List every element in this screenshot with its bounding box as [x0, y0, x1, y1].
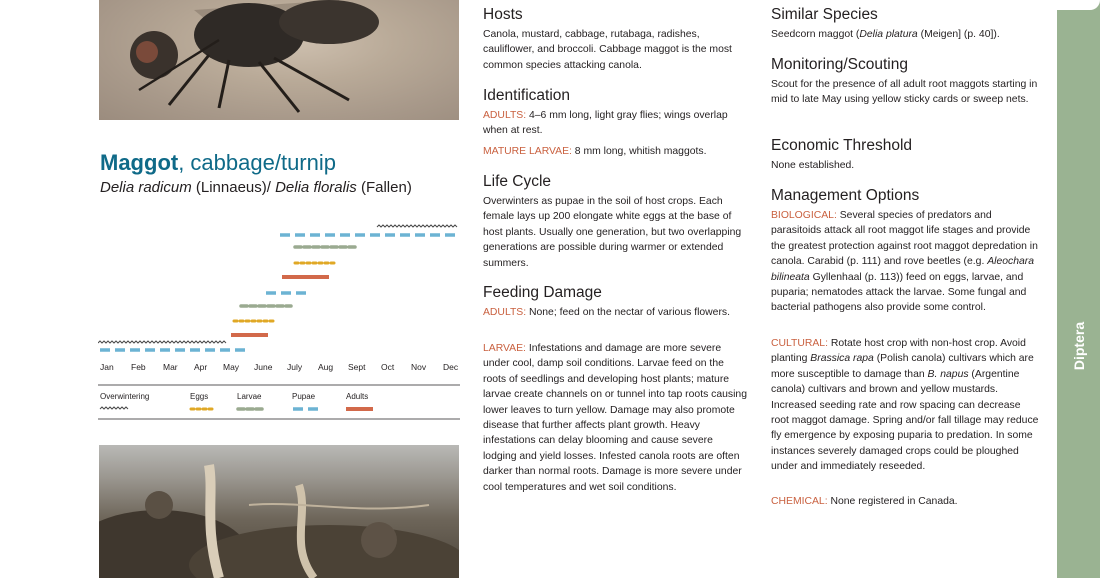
- overwintering-mark-late: [377, 225, 457, 227]
- heading-economic-threshold: Economic Threshold: [771, 137, 913, 154]
- month-label: Mar: [163, 362, 178, 372]
- similar-species-text: [771, 27, 1039, 42]
- cultural-text-italic-2: B. napus: [927, 368, 969, 380]
- legend-adults-label: Adults: [346, 392, 369, 401]
- cultural-text-b: (Polish canola) cultivars which are more susceptible to damage than: [771, 353, 1034, 380]
- chemical-label: CHEMICAL:: [771, 496, 828, 507]
- legend-larvae-label: Larvae: [237, 392, 262, 401]
- section-tab-label: Diptera: [1071, 321, 1087, 371]
- biological-text-b: Gyllenhaal (p. 113)) feed on eggs, larvae, and puparia; nematodes attack the larvae. Some fungal and bacterial pathogens also provide some control.: [771, 271, 1027, 314]
- month-label: Aug: [318, 362, 334, 372]
- feeding-adults: [483, 305, 746, 320]
- sci-name-1: Delia radicum: [100, 179, 192, 196]
- month-label: Sept: [348, 362, 366, 372]
- monitoring-text: Scout for the presence of all adult root maggots starting in mid to late May using yellow sticky cards or sweep nets.: [771, 79, 1038, 106]
- biological-label: BIOLOGICAL:: [771, 210, 837, 221]
- heading-life-cycle: Life Cycle: [483, 173, 552, 190]
- month-label: Dec: [443, 362, 459, 372]
- cultural-text-italic-1: Brassica rapa: [810, 353, 874, 365]
- adults-text: 4–6 mm long, light gray flies; wings overlap when at rest.: [483, 110, 728, 137]
- species-title: [100, 150, 336, 176]
- heading-hosts: Hosts: [483, 6, 523, 23]
- scientific-name: [100, 179, 412, 196]
- month-label: May: [223, 362, 240, 372]
- legend-overwintering-swatch: [100, 407, 128, 409]
- feeding-larvae-text: Infestations and damage are more severe under cool, damp soil conditions. Larvae feed on the roots of seedlings and developing host plants; mature larvae create channels on or tunnel into tap roots causing lower leaves to turn yellow. Damage may also promote disease that further affects plant growth. Heavy infestations can delay blooming and cause severe lodging and yield losses. Infested canola roots are often darker than normal roots. Damage is more severe under cool temperatures and wet soil conditions.: [483, 343, 747, 493]
- biological-text-italic: Aleochara bilineata: [771, 256, 1035, 283]
- feeding-larvae: [483, 341, 748, 495]
- similar-text-italic: Delia platura: [859, 29, 918, 40]
- management-chemical: [771, 494, 1039, 509]
- author-2: (Fallen): [356, 179, 412, 196]
- heading-monitoring: Monitoring/Scouting: [771, 56, 908, 73]
- feeding-adults-text: None; feed on the nectar of various flowers.: [526, 307, 730, 318]
- feeding-larvae-label: LARVAE:: [483, 343, 526, 354]
- threshold-text: None established.: [771, 160, 855, 171]
- month-label: Apr: [194, 362, 208, 372]
- similar-text-b: (Meigen] (p. 40]).: [917, 29, 1000, 40]
- month-label: Nov: [411, 362, 427, 372]
- sci-name-2: Delia floralis: [275, 179, 357, 196]
- month-label: Oct: [381, 362, 395, 372]
- legend-eggs-label: Eggs: [190, 392, 209, 401]
- larvae-root-photo: [99, 445, 459, 578]
- biological-text-a: Several species of predators and parasitoids attack all root maggot life stages and provide the greatest protection against root maggot depredation in canola. Carabid (p. 111) and rove beetles (e.g.: [771, 210, 1038, 268]
- month-label: Jan: [100, 362, 114, 372]
- identification-larvae: [483, 144, 746, 159]
- management-cultural: [771, 336, 1039, 475]
- adults-label: ADULTS:: [483, 110, 527, 121]
- legend-pupae-label: Pupae: [292, 392, 316, 401]
- heading-similar-species: Similar Species: [771, 6, 878, 23]
- author-1: (Linnaeus)/: [191, 179, 276, 196]
- heading-management: Management Options: [771, 187, 920, 204]
- month-label: July: [287, 362, 303, 372]
- overwintering-mark-early: [98, 341, 226, 343]
- management-biological: [771, 208, 1039, 316]
- cultural-text-a: Rotate host crop with non-host crop. Avoid planting: [771, 338, 1026, 365]
- month-label: Feb: [131, 362, 146, 372]
- month-label: June: [254, 362, 273, 372]
- life-cycle-text: Overwinters as pupae in the soil of host crops. Each female lays up 200 elongate white eggs at the base of host plants. Usually one generation, but two overlapping generations are possible during warmer or extended summers.: [483, 196, 742, 269]
- larvae-label: MATURE LARVAE:: [483, 146, 572, 157]
- species-name-bold: Maggot: [100, 150, 179, 175]
- cultural-text-c: (Argentine canola) cultivars and brown and yellow mustards. Increased seeding rate and row spacing can decrease root maggot damage. Spring and/or fall tillage may reduce fly emergence by exposing puparia to predation. In some instances severely damaged crops could be ploughed under and immediately reseeded.: [771, 368, 1039, 473]
- cultural-label: CULTURAL:: [771, 338, 828, 349]
- life-stage-chart: [98, 215, 460, 425]
- legend-overwintering-label: Overwintering: [100, 392, 150, 401]
- hosts-text: Canola, mustard, cabbage, rutabaga, radishes, cauliflower, and broccoli. Cabbage maggot is the most common species attacking canola.: [483, 29, 732, 71]
- larvae-text: 8 mm long, whitish maggots.: [571, 146, 707, 157]
- species-name-rest: , cabbage/turnip: [178, 150, 336, 175]
- similar-text-a: Seedcorn maggot (: [771, 29, 860, 40]
- section-tab: [1057, 0, 1100, 578]
- heading-feeding-damage: Feeding Damage: [483, 284, 602, 301]
- feeding-adults-label: ADULTS:: [483, 307, 527, 318]
- chemical-text: None registered in Canada.: [827, 496, 958, 507]
- adult-fly-photo: [99, 0, 459, 120]
- section-tab-notch: [1057, 0, 1100, 10]
- heading-identification: Identification: [483, 87, 571, 104]
- identification-adults: [483, 108, 746, 139]
